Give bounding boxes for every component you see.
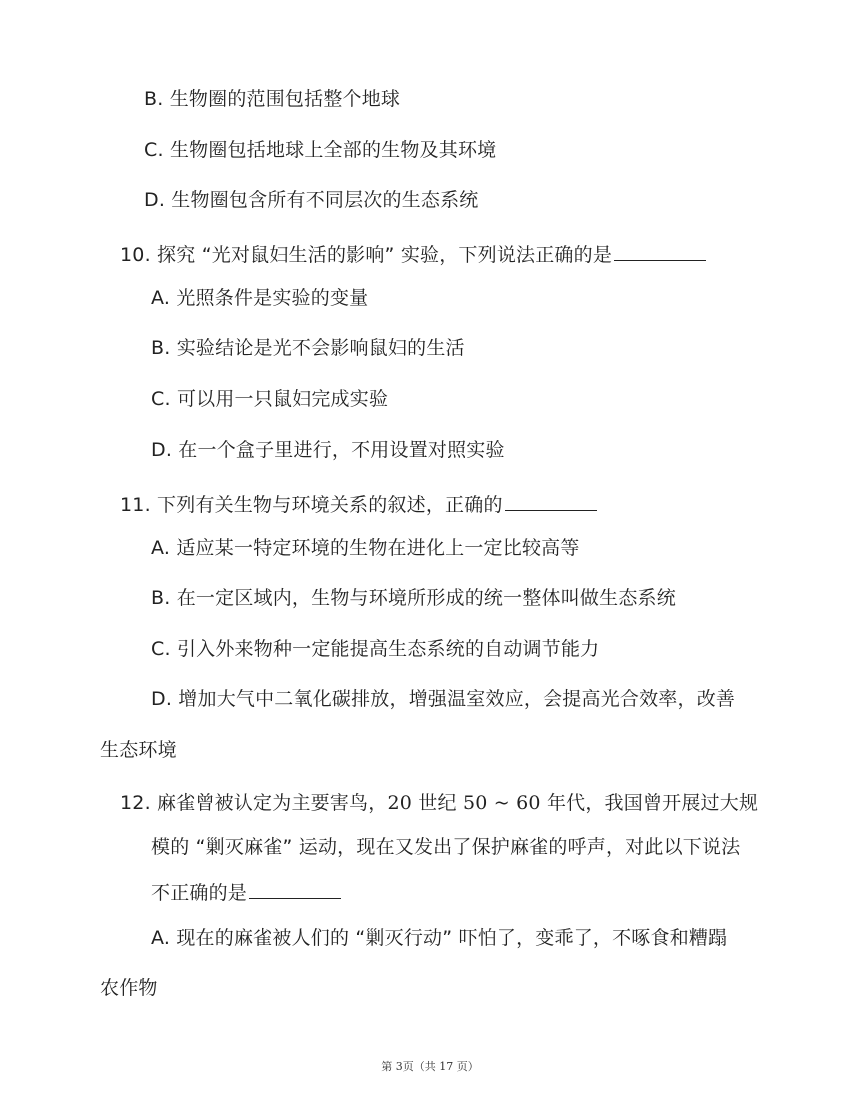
question-12-line2: 模的 “剿灭麻雀” 运动，现在又发出了保护麻雀的呼声，对此以下说法 [151, 836, 741, 858]
option-10c: C. 可以用一只鼠妇完成实验 [151, 388, 389, 410]
option-12a-line1: A. 现在的麻雀被人们的 “剿灭行动” 吓怕了，变乖了，不啄食和糟蹋 [151, 927, 728, 949]
question-12-text-a: 12. 麻雀曾被认定为主要害鸟， [120, 792, 388, 814]
question-10 [120, 240, 706, 268]
option-11b: B. 在一定区域内，生物与环境所形成的统一整体叫做生态系统 [151, 587, 676, 609]
question-11-text: 11. 下列有关生物与环境关系的叙述，正确的 [120, 494, 503, 516]
answer-blank-12[interactable] [249, 878, 341, 899]
option-12a-line2: 农作物 [100, 977, 158, 999]
question-12-line3 [151, 878, 341, 906]
option-9c: C. 生物圈包括地球上全部的生物及其环境 [144, 139, 497, 161]
answer-blank-11[interactable] [505, 490, 597, 511]
option-11c: C. 引入外来物种一定能提高生态系统的自动调节能力 [151, 638, 600, 660]
option-11d-line2: 生态环境 [100, 739, 177, 761]
answer-blank-10[interactable] [614, 240, 706, 261]
option-10b: B. 实验结论是光不会影响鼠妇的生活 [151, 337, 465, 359]
question-12-decades: 50 ~ 60 [462, 792, 541, 814]
page-footer: 第 3页（共 17 页） [381, 1060, 479, 1073]
option-11a: A. 适应某一特定环境的生物在进化上一定比较高等 [151, 537, 580, 559]
option-10a: A. 光照条件是实验的变量 [151, 287, 369, 309]
option-10d: D. 在一个盒子里进行，不用设置对照实验 [151, 439, 505, 461]
option-11d-line1: D. 增加大气中二氧化碳排放，增强温室效应，会提高光合效率，改善 [151, 688, 736, 710]
option-9d: D. 生物圈包含所有不同层次的生态系统 [144, 189, 479, 211]
question-12-text-d: 不正确的是 [151, 882, 248, 904]
question-12-text-b: 世纪 [412, 792, 463, 814]
question-12-line1 [120, 790, 758, 816]
question-10-text: 10. 探究 “光对鼠妇生活的影响” 实验，下列说法正确的是 [120, 244, 613, 266]
option-9b: B. 生物圈的范围包括整个地球 [144, 88, 401, 110]
question-12-text-c: 年代，我国曾开展过大规 [540, 792, 759, 814]
question-11 [120, 490, 597, 518]
question-12-century: 20 [387, 792, 413, 814]
